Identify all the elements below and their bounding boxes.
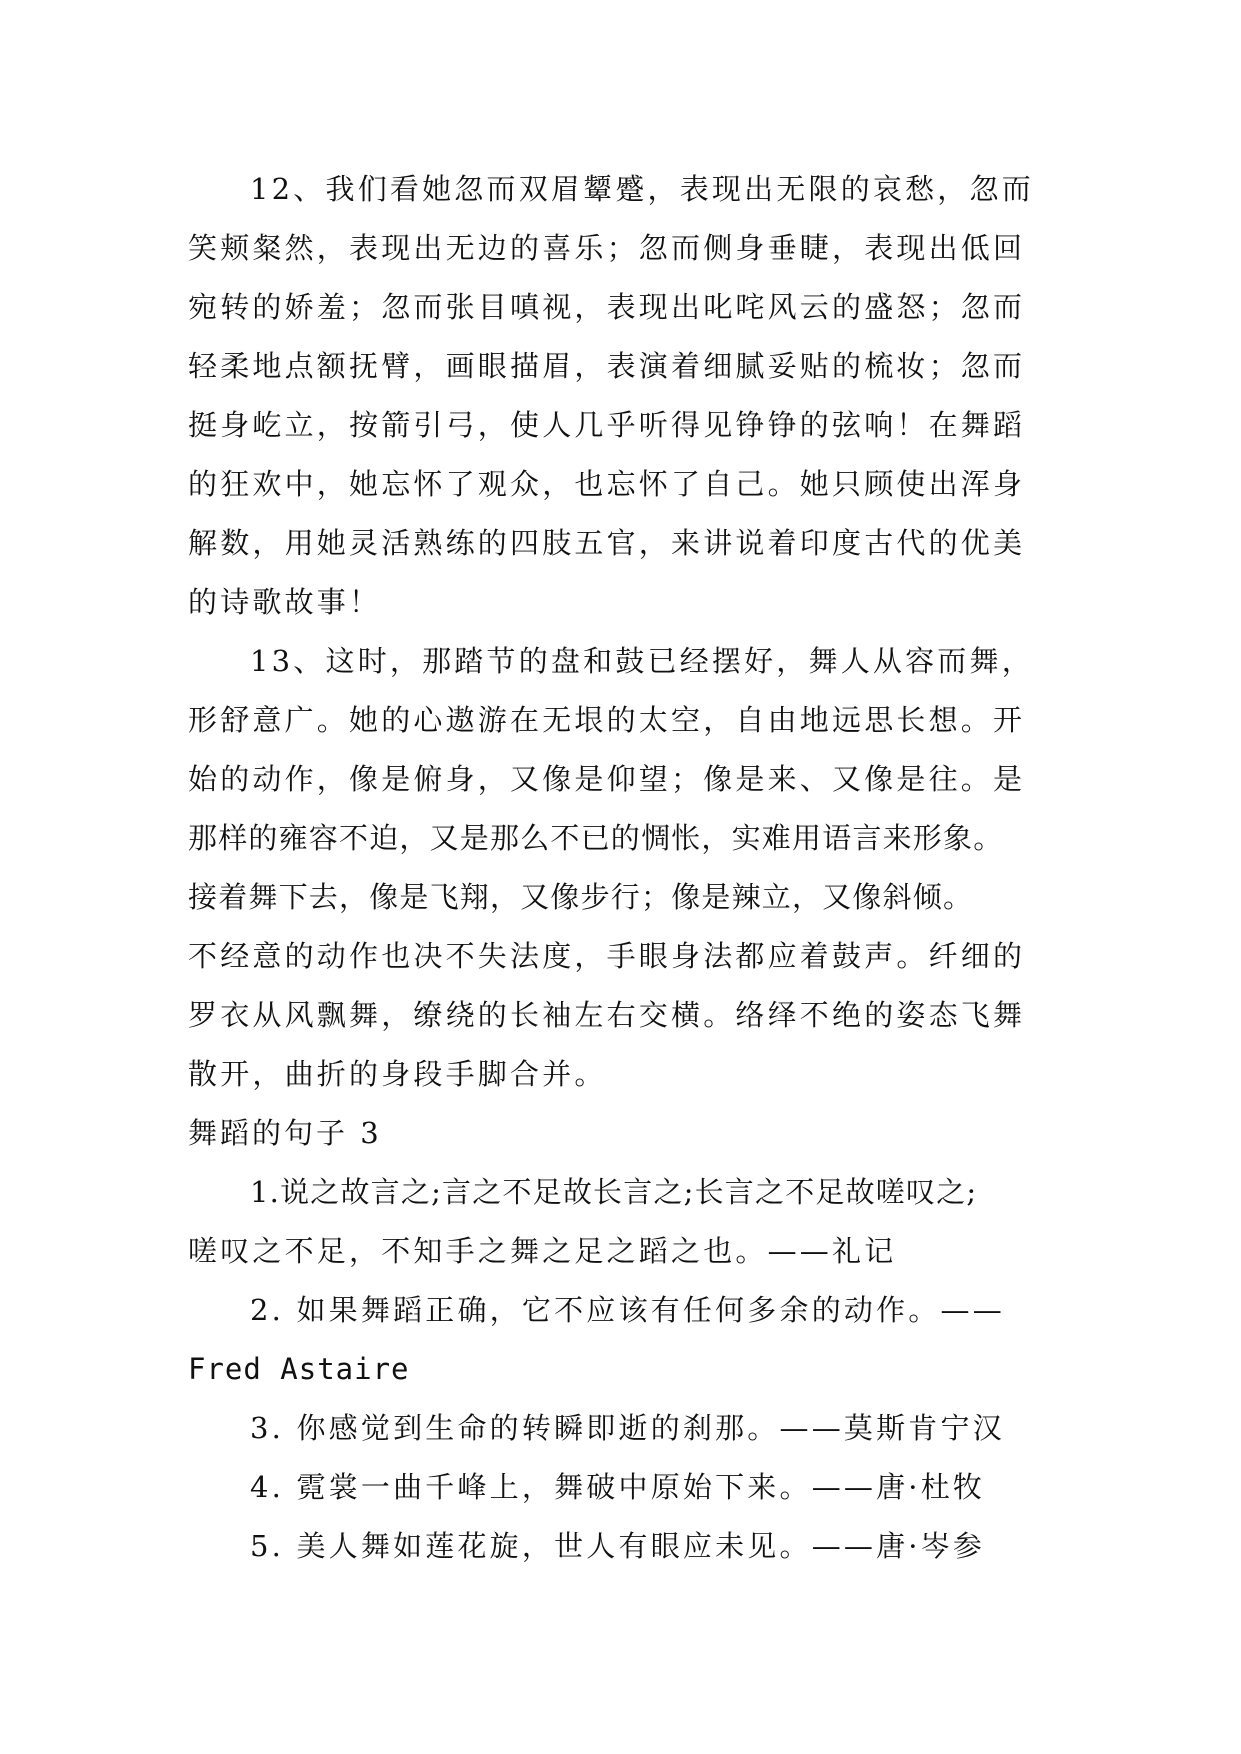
- quote-attribution: Fred Astaire: [188, 1352, 410, 1386]
- text-line: 解数，用她灵活熟练的四肢五官，来讲说着印度古代的优美: [188, 526, 1026, 560]
- quote-1: [188, 1163, 1058, 1281]
- text-line: 挺身屹立，按箭引弓，使人几乎听得见铮铮的弦响！在舞蹈: [188, 408, 1026, 442]
- text-line: 不经意的动作也决不失法度，手眼身法都应着鼓声。纤细的: [188, 939, 1026, 973]
- quote-4: 4. 霓裳一曲千峰上，舞破中原始下来。——唐·杜牧: [250, 1470, 986, 1504]
- quote-5: 5. 美人舞如莲花旋，世人有眼应未见。——唐·岑参: [250, 1529, 986, 1563]
- quote-line: 嗟叹之不足，不知手之舞之足之蹈之也。——礼记: [188, 1234, 897, 1268]
- text-line: 笑颊粲然，表现出无边的喜乐；忽而侧身垂睫，表现出低回: [188, 231, 1026, 265]
- paragraph-13: [188, 632, 1058, 1104]
- text-line: 13、这时，那踏节的盘和鼓已经摆好，舞人从容而舞，: [250, 644, 1034, 678]
- quote-line: 2. 如果舞蹈正确，它不应该有任何多余的动作。——: [250, 1293, 1005, 1327]
- text-line: 那样的雍容不迫，又是那么不已的惆怅，实难用语言来形象。: [188, 821, 1004, 855]
- text-line: 12、我们看她忽而双眉颦蹙，表现出无限的哀愁，忽而: [250, 172, 1034, 206]
- quote-2: [188, 1281, 1058, 1399]
- quote-line: 1.说之故言之;言之不足故长言之;长言之不足故嗟叹之;: [250, 1175, 978, 1209]
- text-line: 宛转的娇羞；忽而张目嗔视，表现出叱咤风云的盛怒；忽而: [188, 290, 1026, 324]
- text-line: 散开，曲折的身段手脚合并。: [188, 1057, 607, 1091]
- text-line: 的诗歌故事！: [188, 585, 382, 619]
- text-line: 始的动作，像是俯身，又像是仰望；像是来、又像是往。是: [188, 762, 1026, 796]
- text-line: 罗衣从风飘舞，缭绕的长袖左右交横。络绎不绝的姿态飞舞: [188, 998, 1026, 1032]
- text-line: 接着舞下去，像是飞翔，又像步行；像是辣立，又像斜倾。: [188, 880, 974, 914]
- section-heading: 舞蹈的句子 3: [188, 1116, 382, 1150]
- text-line: 轻柔地点额抚臂，画眼描眉，表演着细腻妥贴的梳妆；忽而: [188, 349, 1026, 383]
- paragraph-12: [188, 160, 1058, 632]
- text-line: 的狂欢中，她忘怀了观众，也忘怀了自己。她只顾使出浑身: [188, 467, 1026, 501]
- document-body: [188, 160, 1058, 1576]
- quote-3: 3. 你感觉到生命的转瞬即逝的刹那。——莫斯肯宁汉: [250, 1411, 1005, 1445]
- text-line: 形舒意广。她的心遨游在无垠的太空，自由地远思长想。开: [188, 703, 1026, 737]
